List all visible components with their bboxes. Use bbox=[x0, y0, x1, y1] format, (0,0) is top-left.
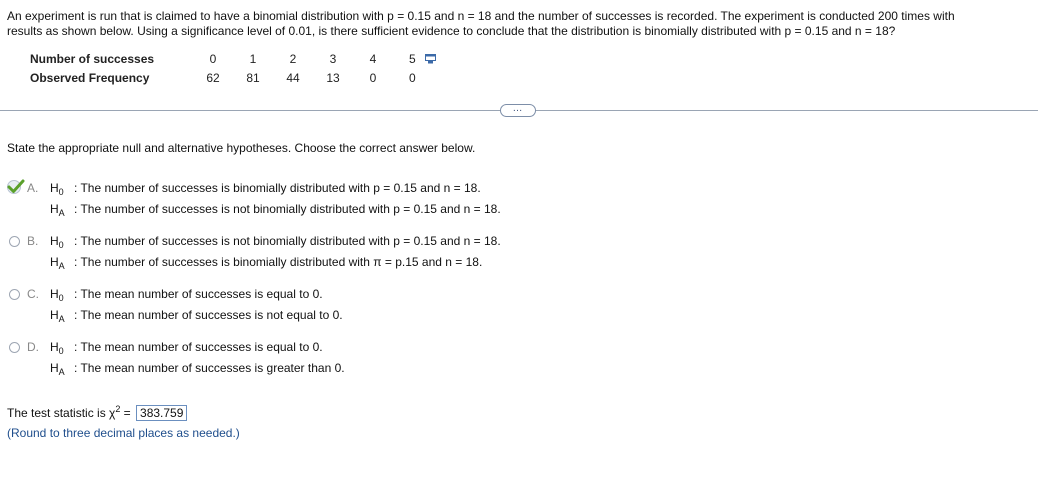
ha-subscript: A bbox=[58, 208, 65, 218]
option-b-alt bbox=[50, 255, 482, 271]
question-text bbox=[7, 9, 1035, 39]
table-cell: 4 bbox=[369, 52, 377, 67]
option-a[interactable] bbox=[8, 181, 608, 221]
table-cell: 0 bbox=[209, 52, 217, 67]
statistic-answer-box[interactable]: 383.759 bbox=[136, 405, 187, 421]
table-cell: 1 bbox=[249, 52, 257, 67]
table-cell: 13 bbox=[326, 70, 340, 85]
table-cell: 44 bbox=[286, 70, 300, 85]
h0-subscript: 0 bbox=[58, 187, 64, 197]
h0-subscript: 0 bbox=[58, 293, 64, 303]
statistic-equals: = bbox=[120, 406, 135, 420]
option-c[interactable] bbox=[8, 287, 608, 327]
ha-subscript: A bbox=[58, 261, 65, 271]
table-cell: 3 bbox=[329, 52, 337, 67]
checkmark-icon bbox=[6, 179, 26, 198]
option-letter: C. bbox=[27, 287, 39, 301]
h0-label: H bbox=[50, 181, 59, 195]
h0-text: : The number of successes is binomially distributed with p = 0.15 and n = 18. bbox=[74, 181, 481, 195]
h0-label: H bbox=[50, 340, 59, 354]
table-row-successes bbox=[30, 50, 453, 69]
more-button[interactable]: … bbox=[500, 104, 536, 117]
question-line-2: results as shown below. Using a significance level of 0.01, is there sufficient evidence to conclude that the distribution is binomially distributed with p = 0.15 and n = 18? bbox=[7, 24, 896, 38]
radio-button[interactable] bbox=[9, 236, 20, 247]
ha-label: H bbox=[50, 308, 59, 322]
option-letter: A. bbox=[27, 181, 39, 195]
option-b[interactable] bbox=[8, 234, 608, 274]
test-statistic bbox=[7, 404, 187, 421]
h0-subscript: 0 bbox=[58, 346, 64, 356]
option-d-null bbox=[50, 340, 323, 356]
option-letter: D. bbox=[27, 340, 39, 354]
option-a-null bbox=[50, 181, 481, 197]
table-row-frequency bbox=[30, 69, 453, 87]
option-d[interactable] bbox=[8, 340, 608, 380]
row-label-successes: Number of successes bbox=[30, 52, 155, 67]
option-c-null bbox=[50, 287, 323, 303]
prompt-text: State the appropriate null and alternative hypotheses. Choose the correct answer below. bbox=[7, 141, 476, 155]
table-cell bbox=[393, 69, 453, 87]
option-d-alt bbox=[50, 361, 345, 377]
ha-text: : The number of successes is binomially distributed with π = p.15 and n = 18. bbox=[74, 255, 483, 269]
option-a-alt bbox=[50, 202, 501, 218]
statistic-superscript: 2 bbox=[115, 404, 121, 414]
ha-label: H bbox=[50, 202, 59, 216]
ha-text: : The mean number of successes is not equal to 0. bbox=[74, 308, 343, 322]
ha-text: : The number of successes is not binomially distributed with p = 0.15 and n = 18. bbox=[74, 202, 501, 216]
table-cell: 81 bbox=[246, 70, 260, 85]
radio-button[interactable] bbox=[9, 342, 20, 353]
h0-text: : The mean number of successes is equal to 0. bbox=[74, 340, 323, 354]
table-cell: 62 bbox=[206, 70, 220, 85]
round-note: (Round to three decimal places as needed.) bbox=[7, 426, 240, 440]
question-line-1: An experiment is run that is claimed to have a binomial distribution with p = 0.15 and n = 18 and the number of successes is recorded. The experiment is conducted 200 times with bbox=[7, 9, 955, 23]
table-cell: 2 bbox=[289, 52, 297, 67]
ha-label: H bbox=[50, 361, 59, 375]
copy-table-icon[interactable] bbox=[425, 51, 436, 69]
ha-text: : The mean number of successes is greater than 0. bbox=[74, 361, 345, 375]
ha-subscript: A bbox=[58, 314, 65, 324]
h0-subscript: 0 bbox=[58, 240, 64, 250]
h0-text: : The number of successes is not binomially distributed with p = 0.15 and n = 18. bbox=[74, 234, 501, 248]
table-cell-last bbox=[393, 50, 453, 69]
table-cell: 0 bbox=[409, 70, 416, 85]
h0-label: H bbox=[50, 234, 59, 248]
frequency-table bbox=[30, 50, 453, 87]
ha-label: H bbox=[50, 255, 59, 269]
option-b-null bbox=[50, 234, 501, 250]
radio-button[interactable] bbox=[9, 289, 20, 300]
h0-label: H bbox=[50, 287, 59, 301]
statistic-prefix: The test statistic is χ bbox=[7, 406, 116, 420]
row-label-frequency: Observed Frequency bbox=[30, 70, 150, 85]
option-letter: B. bbox=[27, 234, 39, 248]
table-cell: 0 bbox=[369, 70, 377, 85]
table-cell: 5 bbox=[409, 52, 416, 66]
ha-subscript: A bbox=[58, 367, 65, 377]
h0-text: : The mean number of successes is equal to 0. bbox=[74, 287, 323, 301]
option-c-alt bbox=[50, 308, 343, 324]
